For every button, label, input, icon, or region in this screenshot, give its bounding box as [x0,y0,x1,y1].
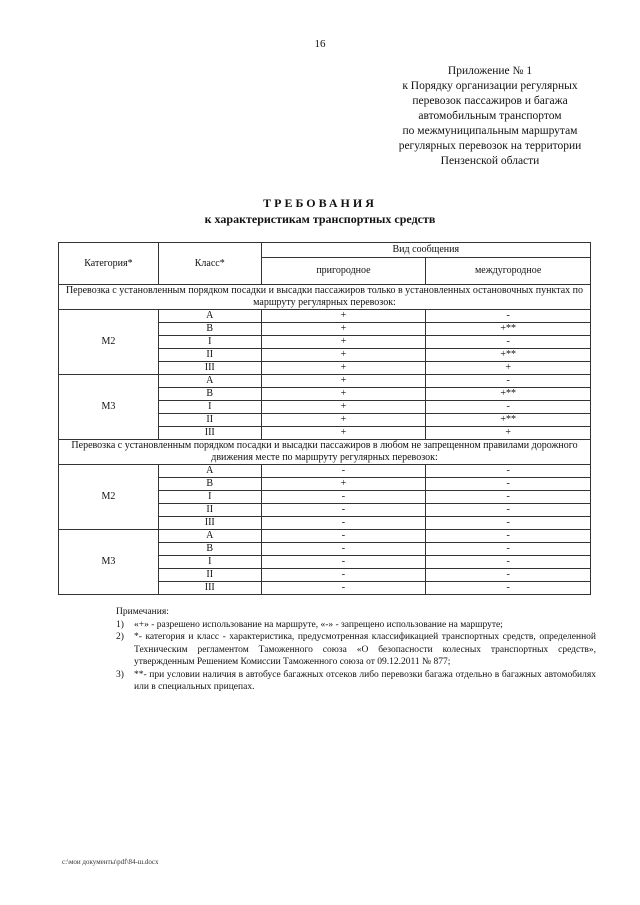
class-cell: II [158,569,261,582]
class-cell: B [158,388,261,401]
note-text: «+» - разрешено использование на маршруте, «-» - запрещено использование на маршруте; [134,619,503,630]
suburban-cell: + [261,349,426,362]
class-cell: A [158,530,261,543]
class-cell: A [158,310,261,323]
section-title: Перевозка с установленным порядком посадки и высадки пассажиров только в установленных остановочных пунктах по маршруту регулярных перевозок: [59,285,591,310]
appendix-line: перевозок пассажиров и багажа [412,95,568,107]
note-item [116,631,596,669]
section-row [59,285,591,310]
intercity-cell: - [426,543,591,556]
page-number: 16 [314,38,326,50]
class-cell: III [158,427,261,440]
class-header: Класс* [158,243,261,285]
requirements-table [58,242,591,595]
intercity-cell: + [426,427,591,440]
intercity-cell: - [426,556,591,569]
class-cell: II [158,414,261,427]
appendix-line: регулярных перевозок на территории [398,140,582,152]
suburban-cell: - [261,491,426,504]
suburban-cell: + [261,336,426,349]
intercity-cell: - [426,504,591,517]
suburban-cell: + [261,362,426,375]
suburban-cell: + [261,310,426,323]
appendix-line: автомобильным транспортом [418,110,562,122]
appendix-block [380,64,600,169]
notes-heading: Примечания: [116,607,169,617]
intercity-cell: - [426,336,591,349]
category-cell: М3 [59,375,159,440]
note-number: 1) [116,619,124,630]
suburban-cell: + [261,388,426,401]
document-subtitle: к характеристикам транспортных средств [204,212,436,226]
note-text: *- категория и класс - характеристика, предусмотренная классификацией транспортных средств, определенной Техническим регламентом Таможенного союза «О безопасности колесных транспортных средств», утвержденным Решением Комиссии Таможенного союза от 09.12.2011 № 877; [134,632,596,667]
suburban-cell: - [261,504,426,517]
note-number: 3) [116,669,124,680]
suburban-cell: + [261,401,426,414]
suburban-cell: - [261,582,426,595]
class-cell: A [158,465,261,478]
class-cell: II [158,349,261,362]
suburban-cell: - [261,569,426,582]
section-row [59,440,591,465]
intercity-cell: + [426,362,591,375]
appendix-line: по межмуниципальным маршрутам [402,125,578,137]
category-cell: М3 [59,530,159,595]
suburban-cell: + [261,478,426,491]
class-cell: I [158,491,261,504]
intercity-cell: - [426,517,591,530]
intercity-cell: - [426,478,591,491]
intercity-cell: +** [426,388,591,401]
intercity-header: междугородное [426,258,591,285]
intercity-cell: - [426,465,591,478]
suburban-header: пригородное [261,258,426,285]
note-item [116,619,596,632]
class-cell: I [158,556,261,569]
suburban-cell: - [261,530,426,543]
table-row [59,310,591,323]
suburban-cell: + [261,375,426,388]
class-cell: B [158,543,261,556]
suburban-cell: - [261,517,426,530]
intercity-cell: +** [426,349,591,362]
intercity-cell: - [426,569,591,582]
appendix-line: к Порядку организации регулярных [402,80,578,92]
appendix-line: Приложение № 1 [447,65,533,77]
category-header: Категория* [59,243,159,285]
suburban-cell: - [261,543,426,556]
suburban-cell: + [261,427,426,440]
section-title: Перевозка с установленным порядком посадки и высадки пассажиров в любом не запрещенном правилами дорожного движения месте по маршруту регулярных перевозок: [59,440,591,465]
class-cell: B [158,323,261,336]
intercity-cell: - [426,582,591,595]
class-cell: B [158,478,261,491]
suburban-cell: - [261,556,426,569]
intercity-cell: - [426,530,591,543]
category-cell: М2 [59,465,159,530]
class-cell: A [158,375,261,388]
category-cell: М2 [59,310,159,375]
suburban-cell: + [261,323,426,336]
note-text: **- при условии наличия в автобусе багажных отсеков либо перевозки багажа отдельно в багажных автомобилях или в специальных прицепах. [134,669,596,692]
table-row [59,375,591,388]
table-row [59,530,591,543]
class-cell: I [158,336,261,349]
class-cell: II [158,504,261,517]
intercity-cell: - [426,401,591,414]
intercity-cell: - [426,310,591,323]
message-type-header: Вид сообщения [261,243,590,258]
class-cell: I [158,401,261,414]
suburban-cell: - [261,465,426,478]
note-item [116,669,596,694]
table-row [59,465,591,478]
class-cell: III [158,362,261,375]
table-body [59,285,591,595]
intercity-cell: +** [426,414,591,427]
intercity-cell: - [426,375,591,388]
suburban-cell: + [261,414,426,427]
note-number: 2) [116,632,124,642]
document-title: ТРЕБОВАНИЯ [263,196,377,210]
intercity-cell: +** [426,323,591,336]
class-cell: III [158,517,261,530]
file-path-footer: c:\мои документы\pdf\84-ш.docx [62,858,159,866]
appendix-line: Пензенской области [440,155,540,167]
class-cell: III [158,582,261,595]
intercity-cell: - [426,491,591,504]
notes-block [116,606,596,694]
